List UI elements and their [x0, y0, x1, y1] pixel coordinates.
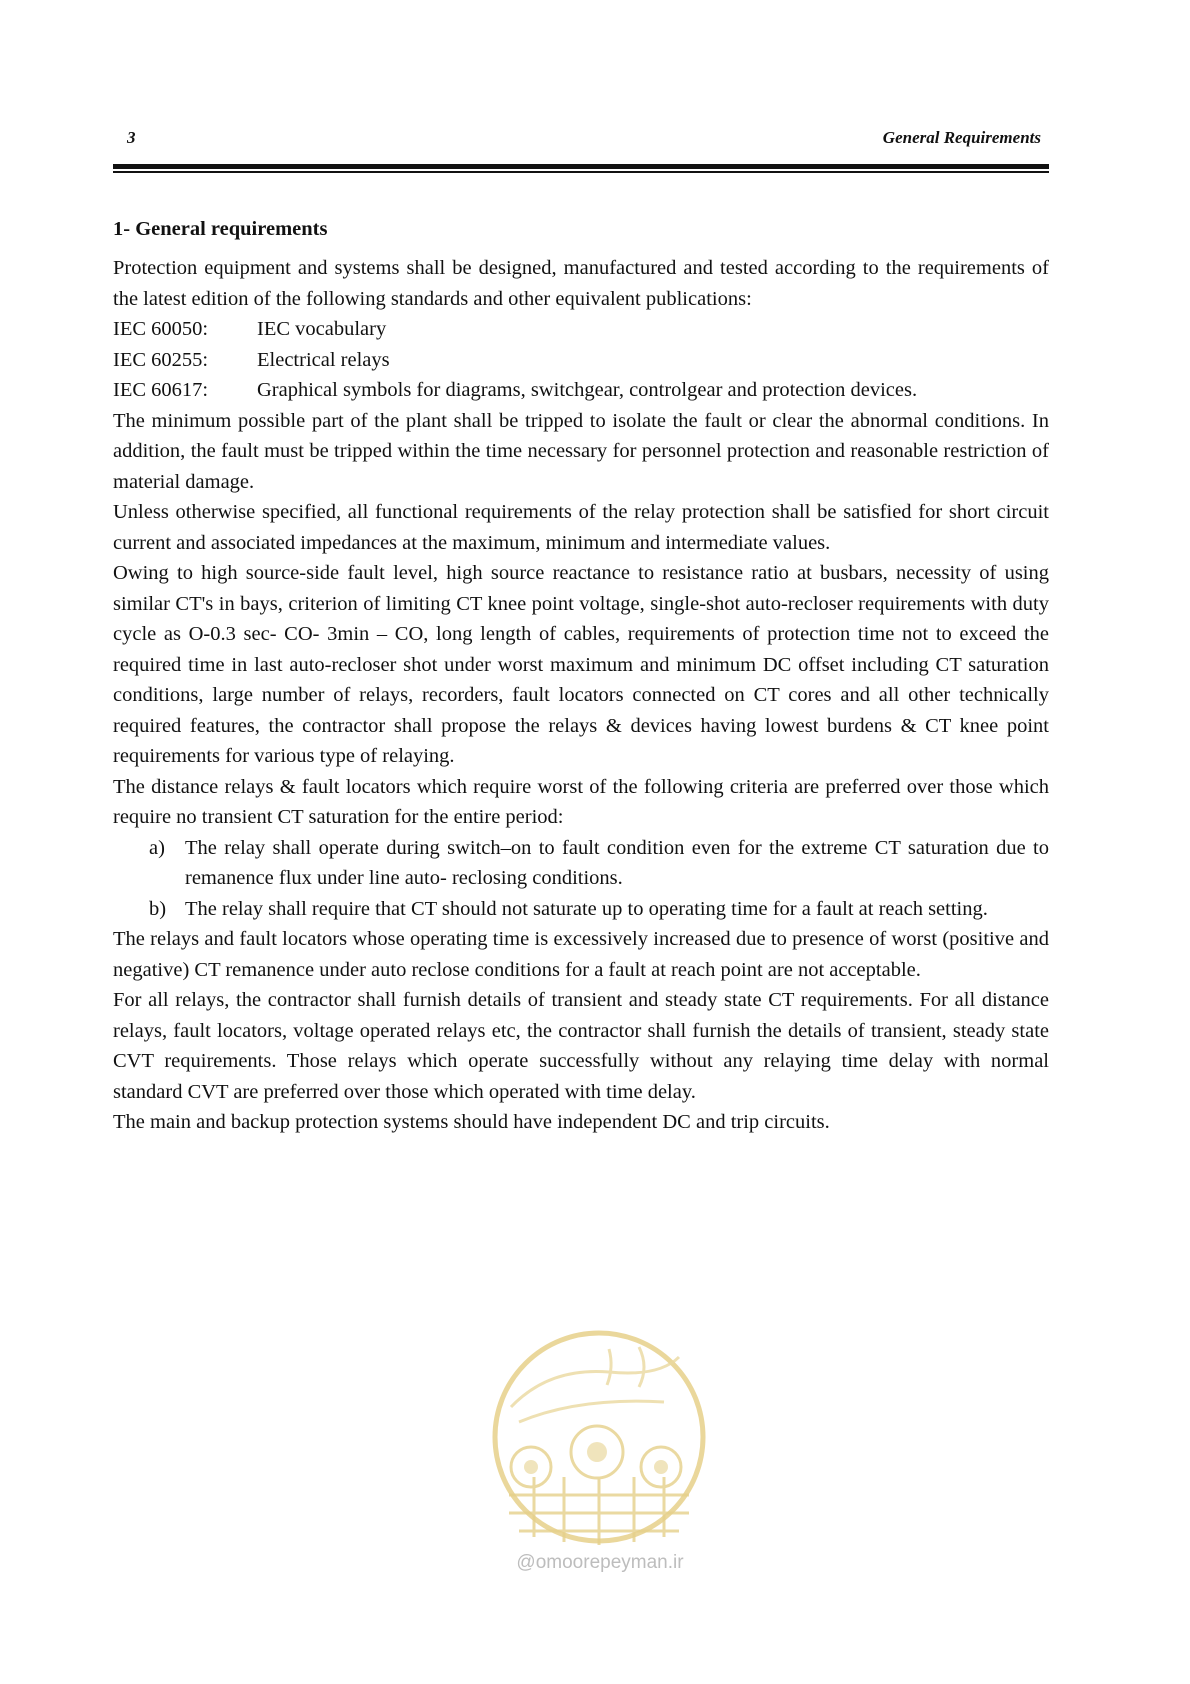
watermark-logo — [489, 1327, 709, 1547]
standard-title: Electrical relays — [257, 348, 390, 371]
criteria-item — [149, 894, 1049, 925]
standard-code: IEC 60050: — [113, 318, 209, 340]
standard-title: IEC vocabulary — [257, 318, 387, 340]
page-number: 3 — [127, 128, 136, 147]
paragraph-distance-relays: The distance relays & fault locators which require worst of the following criteria are preferred over those which require no transient CT saturation for the entire period: — [113, 775, 1049, 828]
criteria-marker: a) — [149, 836, 165, 859]
paragraph-operating-time: The relays and fault locators whose operating time is excessively increased due to presence of worst (positive and negative) CT remanence under auto reclose conditions for a fault at reach point are not acceptable. — [113, 928, 1049, 981]
page-header — [113, 128, 1049, 152]
intro-paragraph: Protection equipment and systems shall be designed, manufactured and tested according to the requirements of the latest edition of the following standards and other equivalent publications: — [113, 257, 1049, 310]
paragraph-owing-to: Owing to high source-side fault level, high source reactance to resistance ratio at busbars, necessity of using similar CT's in bays, criterion of limiting CT knee point voltage, single-shot auto-recloser requirements with duty cycle as O-0.3 sec- CO- 3min – CO, long length of cables, requirements of protection time not to exceed the required time in last auto-recloser shot under worst maximum and minimum DC offset including CT saturation conditions, large number of relays, recorders, fault locators connected on CT cores and all other technically required features, the contractor shall propose the relays & devices having lowest burdens & CT knee point requirements for various type of relaying. — [113, 562, 1049, 767]
standard-title: Graphical symbols for diagrams, switchgear, controlgear and protection devices. — [257, 379, 918, 401]
watermark-url: @omoorepeyman.ir — [516, 1552, 684, 1573]
header-rule-thin — [113, 171, 1049, 173]
criteria-text: The relay shall operate during switch–on to fault condition even for the extreme CT saturation due to remanence flux under line auto- reclosing conditions. — [185, 836, 1049, 889]
standard-item — [113, 314, 1049, 345]
standard-code: IEC 60255: — [113, 348, 209, 371]
criteria-item — [149, 833, 1049, 894]
header-rule-thick — [113, 164, 1049, 169]
criteria-text: The relay shall require that CT should not saturate up to operating time for a fault at reach setting. — [185, 897, 988, 920]
paragraph-unless-specified: Unless otherwise specified, all functional requirements of the relay protection shall be satisfied for short circuit current and associated impedances at the maximum, minimum and intermediate values. — [113, 501, 1049, 554]
paragraph-minimum-trip: The minimum possible part of the plant shall be tripped to isolate the fault or clear the abnormal conditions. In addition, the fault must be tripped within the time necessary for personnel protection and reasonable restriction of material damage. — [113, 409, 1049, 493]
standard-item — [113, 345, 1049, 376]
paragraph-ct-cvt-requirements: For all relays, the contractor shall furnish details of transient and steady state CT requirements. For all distance relays, fault locators, voltage operated relays etc, the contractor shall furnish the details of transient, steady state CVT requirements. Those relays which operate successfully without any relaying time delay with normal standard CVT are preferred over those which operated with time delay. — [113, 989, 1049, 1103]
page-content — [113, 214, 1049, 1138]
standard-item — [113, 375, 1049, 406]
paragraph-main-backup: The main and backup protection systems should have independent DC and trip circuits. — [113, 1111, 830, 1133]
section-heading: 1- General requirements — [113, 218, 328, 240]
running-title: General Requirements — [882, 128, 1041, 147]
criteria-marker: b) — [149, 897, 167, 920]
standard-code: IEC 60617: — [113, 379, 209, 401]
